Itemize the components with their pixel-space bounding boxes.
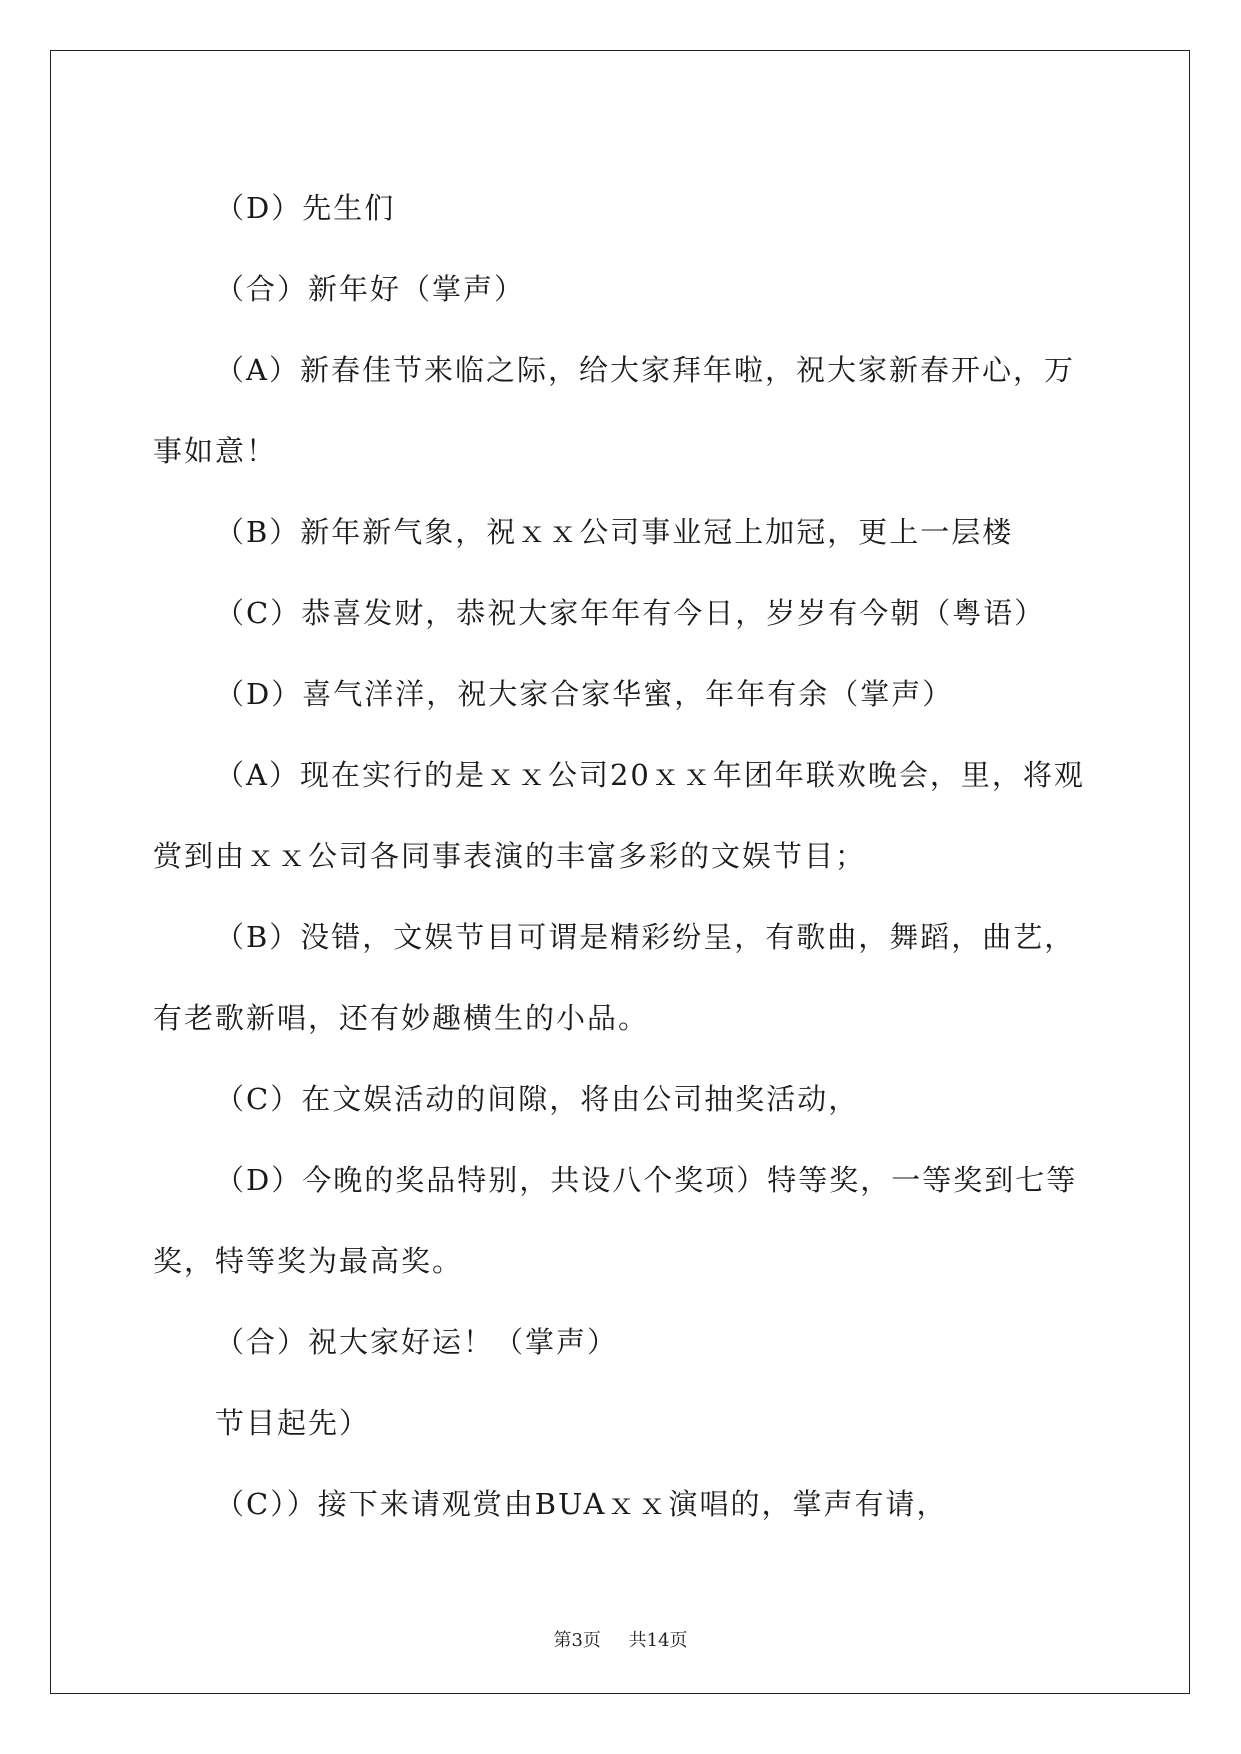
paragraph: （C）在文娱活动的间隙，将由公司抽奖活动， — [215, 1082, 860, 1116]
paragraph: （合）祝大家好运！（掌声） — [215, 1325, 619, 1359]
paragraph: （D）喜气洋洋，祝大家合家华蜜，年年有余（掌声） — [215, 677, 954, 711]
paragraph: （B）没错，文娱节目可谓是精彩纷呈，有歌曲，舞蹈，曲艺，有老歌新唱，还有妙趣横生的小品。 — [153, 920, 1076, 1035]
page-number-total: 共14页 — [628, 1630, 688, 1651]
paragraph: （A）新春佳节来临之际，给大家拜年啦，祝大家新春开心，万事如意！ — [153, 353, 1075, 468]
paragraph: （A）现在实行的是ｘｘ公司20ｘｘ年团年联欢晚会，里，将观赏到由ｘｘ公司各同事表演的丰富多彩的文娱节目； — [153, 758, 1085, 873]
paragraph: 节目起先） — [215, 1406, 371, 1440]
page-number-current: 第3页 — [553, 1630, 601, 1651]
paragraph: （合）新年好（掌声） — [215, 272, 526, 306]
paragraph: （D）今晚的奖品特别，共设八个奖项）特等奖，一等奖到七等奖，特等奖为最高奖。 — [153, 1163, 1078, 1278]
paragraph: （B）新年新气象，祝ｘｘ公司事业冠上加冠，更上一层楼 — [215, 515, 1014, 549]
paragraph: （D）先生们 — [215, 191, 396, 225]
page-footer — [0, 1626, 1241, 1652]
paragraph: （C）恭喜发财，恭祝大家年年有今日，岁岁有今朝（粤语） — [215, 596, 1046, 630]
paragraph: （C））接下来请观赏由BUAｘｘ演唱的，掌声有请， — [215, 1487, 948, 1521]
document-body — [153, 168, 1093, 1545]
